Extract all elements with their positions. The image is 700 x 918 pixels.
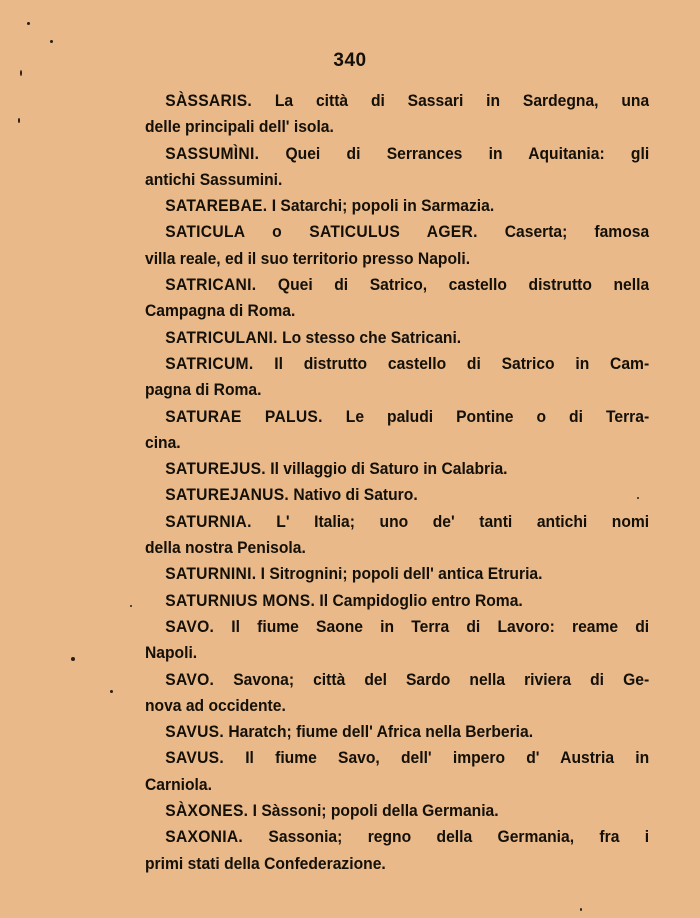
dictionary-entry — [145, 325, 649, 351]
dictionary-entry — [145, 141, 649, 194]
entry-first-line — [145, 614, 649, 640]
entry-continuation-line — [145, 246, 649, 272]
entry-text: Il distrutto castello di Satrico in Cam- — [253, 353, 650, 373]
dictionary-entry — [145, 456, 649, 482]
entry-text: pagna di Roma. — [145, 380, 262, 400]
entry-text: I Satarchi; popoli in Sarmazia. — [267, 196, 495, 216]
entry-text: Carniola. — [145, 774, 212, 794]
entry-continuation-line — [145, 430, 649, 456]
dictionary-entry — [145, 824, 649, 877]
entry-first-line — [145, 561, 649, 587]
entry-text: villa reale, ed il suo territorio presso Napoli. — [145, 248, 471, 268]
ink-speck — [110, 690, 113, 693]
entry-headword: SATURAE PALUS. — [165, 406, 323, 426]
entry-text: Nativo di Saturo. — [289, 485, 418, 505]
entry-continuation-line — [145, 640, 649, 666]
dictionary-entry — [145, 509, 649, 562]
entry-headword: SÀSSARIS. — [165, 91, 253, 110]
entry-text: Le paludi Pontine o di Terra- — [322, 406, 650, 426]
ink-speck — [130, 605, 132, 607]
entry-first-line — [145, 824, 649, 850]
dictionary-entry — [145, 351, 649, 404]
entry-text: nova ad occidente. — [145, 695, 286, 715]
entry-text: della nostra Penisola. — [145, 538, 306, 558]
entry-text: Campagna di Roma. — [145, 301, 296, 321]
entry-headword: SAVO. — [165, 669, 215, 689]
entry-text: antichi Sassumini. — [145, 169, 283, 189]
entry-headword: SASSUMÌNI. — [165, 143, 260, 163]
entry-continuation-line — [145, 167, 649, 193]
entry-first-line — [145, 667, 649, 693]
dictionary-entry — [145, 88, 649, 141]
entry-text: Lo stesso che Satricani. — [277, 327, 462, 347]
dictionary-entries — [145, 88, 649, 877]
entry-continuation-line — [145, 377, 649, 403]
dictionary-entry — [145, 561, 649, 587]
entry-text: L' Italia; uno de' tanti antichi nomi — [251, 511, 650, 531]
entry-text: Il fiume Savo, dell' impero d' Austria in — [223, 748, 650, 768]
dictionary-entry — [145, 219, 649, 272]
entry-headword: SÀXONES. — [165, 801, 249, 821]
entry-text: I Sitrognini; popoli dell' antica Etruria. — [256, 564, 543, 584]
entry-first-line — [145, 193, 649, 219]
entry-text: Il fiume Saone in Terra di Lavoro: reame di — [214, 616, 650, 636]
entry-first-line — [145, 141, 649, 167]
dictionary-entry — [145, 272, 649, 325]
ink-speck — [580, 908, 582, 911]
entry-text: Haratch; fiume dell' Africa nella Berberia. — [223, 722, 534, 742]
entry-headword: SATUREJUS. — [165, 459, 266, 479]
dictionary-entry — [145, 667, 649, 720]
entry-first-line — [145, 325, 649, 351]
entry-first-line — [145, 719, 649, 745]
entry-text: primi stati della Confederazione. — [145, 853, 386, 873]
entry-first-line — [145, 351, 649, 377]
dictionary-entry — [145, 614, 649, 667]
entry-first-line — [145, 798, 649, 824]
entry-continuation-line — [145, 693, 649, 719]
entry-continuation-line — [145, 772, 649, 798]
entry-first-line — [145, 456, 649, 482]
ink-speck — [18, 118, 20, 123]
entry-text: Il villaggio di Saturo in Calabria. — [265, 459, 508, 479]
entry-headword: SATURNIUS MONS. — [165, 590, 316, 610]
ink-speck — [71, 657, 75, 661]
ink-speck — [20, 70, 22, 76]
dictionary-entry — [145, 745, 649, 798]
dictionary-entry — [145, 404, 649, 457]
entry-text: Quei di Serrances in Aquitania: gli — [259, 143, 650, 163]
entry-text: delle principali dell' isola. — [145, 117, 334, 137]
entry-text: Savona; città del Sardo nella riviera di Ge- — [214, 669, 650, 689]
ink-speck — [50, 40, 53, 43]
entry-headword: SATUREJANUS. — [165, 485, 290, 505]
entry-continuation-line — [145, 114, 649, 140]
entry-first-line — [145, 404, 649, 430]
entry-text: La città di Sassari in Sardegna, una — [252, 91, 650, 110]
entry-continuation-line — [145, 851, 649, 877]
entry-first-line — [145, 272, 649, 298]
entry-first-line — [145, 88, 649, 114]
dictionary-entry — [145, 719, 649, 745]
entry-first-line — [145, 588, 649, 614]
entry-continuation-line — [145, 535, 649, 561]
entry-text: Napoli. — [145, 643, 198, 663]
entry-first-line — [145, 745, 649, 771]
entry-first-line — [145, 219, 649, 245]
entry-text: cina. — [145, 432, 181, 452]
entry-continuation-line — [145, 298, 649, 324]
entry-text: Il Campidoglio entro Roma. — [315, 590, 523, 610]
dictionary-entry — [145, 193, 649, 219]
entry-headword: SATRICUM. — [165, 353, 254, 373]
dictionary-entry — [145, 588, 649, 614]
ink-speck — [27, 22, 30, 25]
page-number: 340 — [333, 50, 367, 71]
entry-headword: SAVUS. — [165, 722, 224, 742]
entry-headword: SATICULA o SATICULUS AGER. — [165, 222, 478, 242]
entry-headword: SATRICANI. — [165, 275, 257, 295]
entry-headword: SATURNIA. — [165, 511, 252, 531]
dictionary-entry — [145, 482, 649, 508]
entry-headword: SAVUS. — [165, 748, 224, 768]
ink-speck — [637, 497, 639, 499]
entry-headword: SATAREBAE. — [165, 196, 268, 216]
entry-headword: SAXONIA. — [165, 827, 244, 847]
entry-first-line — [145, 509, 649, 535]
entry-headword: SATURNINI. — [165, 564, 257, 584]
entry-first-line — [145, 482, 649, 508]
dictionary-entry — [145, 798, 649, 824]
entry-headword: SAVO. — [165, 616, 215, 636]
entry-text: Quei di Satrico, castello distrutto nella — [256, 275, 650, 295]
entry-text: I Sàssoni; popoli della Germania. — [248, 801, 499, 821]
entry-headword: SATRICULANI. — [165, 327, 278, 347]
entry-text: Caserta; famosa — [477, 222, 650, 242]
entry-text: Sassonia; regno della Germania, fra i — [243, 827, 650, 847]
